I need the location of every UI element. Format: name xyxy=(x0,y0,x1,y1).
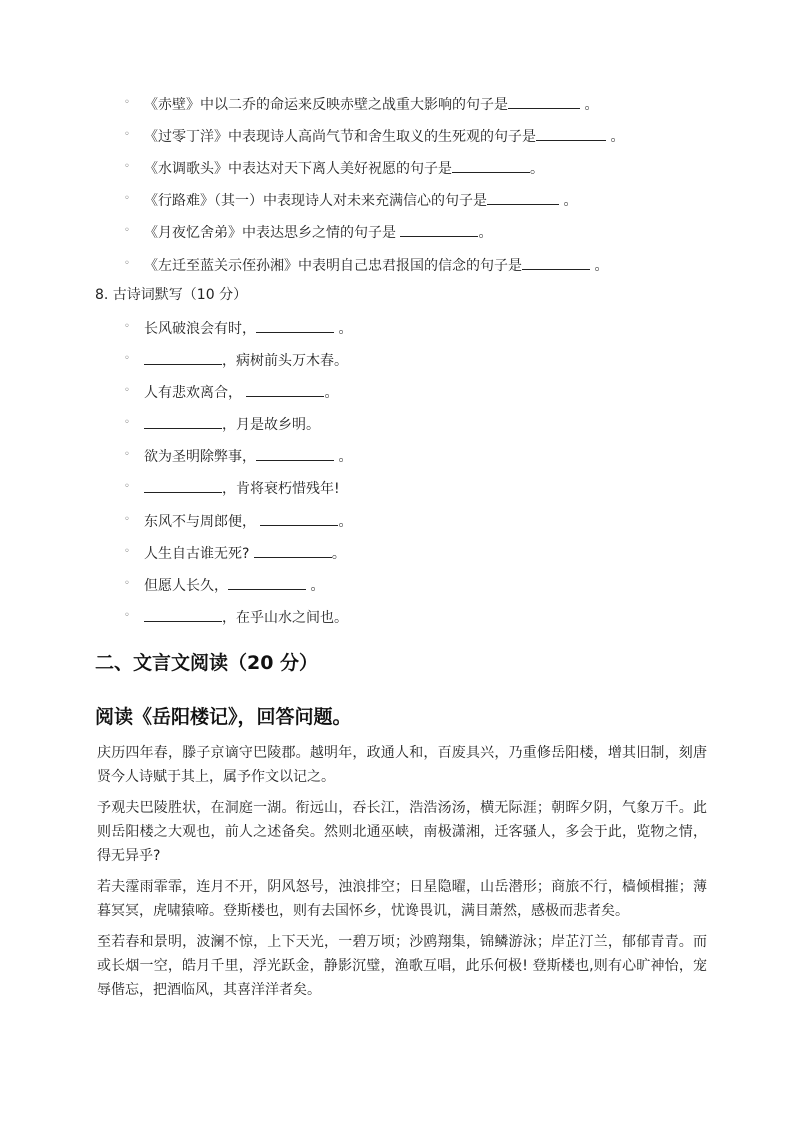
answer-blank[interactable] xyxy=(144,349,222,365)
list-item xyxy=(124,221,492,241)
poem-line-suffix: ，在乎山水之间也。 xyxy=(222,610,348,626)
bullet-icon: ◦ xyxy=(124,610,130,621)
list-item xyxy=(124,542,346,562)
answer-blank[interactable] xyxy=(228,574,306,590)
answer-blank[interactable] xyxy=(508,93,580,109)
list-item xyxy=(124,413,320,433)
bullet-icon: ◦ xyxy=(124,353,130,364)
question-text: 《过零丁洋》中表现诗人高尚气节和舍生取义的生死观的句子是 xyxy=(144,129,536,145)
poem-line-suffix: 。 xyxy=(338,514,353,530)
answer-blank[interactable] xyxy=(144,477,222,493)
list-item xyxy=(124,510,352,530)
answer-blank[interactable] xyxy=(452,157,530,173)
question-text: 《赤壁》中以二乔的命运来反映赤壁之战重大影响的句子是 xyxy=(144,97,508,113)
list-item xyxy=(124,93,598,113)
poem-line-text: 但愿人长久， xyxy=(144,578,228,594)
list-item xyxy=(124,606,348,626)
bullet-icon: ◦ xyxy=(124,129,130,140)
bullet-icon: ◦ xyxy=(124,97,130,108)
poem-line-text: 人有悲欢离合， xyxy=(144,385,247,401)
list-item xyxy=(124,477,340,497)
bullet-icon: ◦ xyxy=(124,578,130,589)
question-suffix: 。 xyxy=(590,258,609,274)
list-item xyxy=(124,125,624,145)
bullet-icon: ◦ xyxy=(124,225,130,236)
question-text: 《月夜忆舍弟》中表达思乡之情的句子是 xyxy=(144,225,401,241)
bullet-icon: ◦ xyxy=(124,449,130,460)
answer-blank[interactable] xyxy=(256,317,334,333)
passage-paragraph: 予观夫巴陵胜状，在洞庭一湖。衔远山，吞长江，浩浩汤汤，横无际涯；朝晖夕阴，气象万千。此则岳阳楼之大观也，前人之述备矣。然则北通巫峡，南极潇湘，迁客骚人，多会于此，览物之情，得无异乎? xyxy=(97,800,707,864)
bullet-icon: ◦ xyxy=(124,417,130,428)
poem-line-text: 长风破浪会有时， xyxy=(144,321,256,337)
poem-line-suffix: 。 xyxy=(324,385,339,401)
reading-instruction: 阅读《岳阳楼记》，回答问题。 xyxy=(95,706,352,728)
poem-line-suffix: ，病树前头万木春。 xyxy=(222,353,348,369)
passage-paragraph: 若夫霪雨霏霏，连月不开，阴风怒号，浊浪排空；日星隐曜，山岳潜形；商旅不行，樯倾楫摧；薄暮冥冥，虎啸猿啼。登斯楼也，则有去国怀乡，忧谗畏讥，满目萧然，感极而悲者矣。 xyxy=(97,879,707,919)
poem-line-text: 人生自古谁无死? xyxy=(144,546,254,562)
question-text: 《水调歌头》中表达对天下离人美好祝愿的句子是 xyxy=(144,161,452,177)
list-item xyxy=(124,574,324,594)
answer-blank[interactable] xyxy=(536,125,606,141)
bullet-icon: ◦ xyxy=(124,321,130,332)
poem-line-text: 东风不与周郎便， xyxy=(144,514,261,530)
question-text: 《左迁至蓝关示侄孙湘》中表明自己忠君报国的信念的句子是 xyxy=(144,258,522,274)
list-item xyxy=(124,254,608,274)
list-item xyxy=(124,381,338,401)
answer-blank[interactable] xyxy=(487,189,559,205)
question-suffix: 。 xyxy=(580,97,599,113)
answer-blank[interactable] xyxy=(144,606,222,622)
poem-line-suffix: 。 xyxy=(331,546,346,562)
section-heading: 二、文言文阅读（20 分） xyxy=(95,652,319,674)
list-item xyxy=(124,317,352,337)
list-item xyxy=(124,445,352,465)
question-suffix: 。 xyxy=(478,225,493,241)
answer-blank[interactable] xyxy=(400,221,478,237)
answer-blank[interactable] xyxy=(254,542,332,558)
question-suffix: 。 xyxy=(606,129,625,145)
answer-blank[interactable] xyxy=(260,510,338,526)
poem-line-suffix: 。 xyxy=(334,449,353,465)
answer-blank[interactable] xyxy=(144,413,222,429)
bullet-icon: ◦ xyxy=(124,385,130,396)
poem-line-suffix: ，肯将衰朽惜残年! xyxy=(222,481,340,497)
question-8-title: 8. 古诗词默写（10 分） xyxy=(95,287,248,303)
bullet-icon: ◦ xyxy=(124,258,130,269)
poem-line-suffix: ，月是故乡明。 xyxy=(222,417,320,433)
poem-line-suffix: 。 xyxy=(306,578,325,594)
question-suffix: 。 xyxy=(559,193,578,209)
bullet-icon: ◦ xyxy=(124,514,130,525)
answer-blank[interactable] xyxy=(256,445,334,461)
poem-line-suffix: 。 xyxy=(334,321,353,337)
bullet-icon: ◦ xyxy=(124,161,130,172)
passage-paragraph: 至若春和景明，波澜不惊，上下天光，一碧万顷；沙鸥翔集，锦鳞游泳；岸芷汀兰，郁郁青青。而或长烟一空，皓月千里，浮光跃金，静影沉璧，渔歌互唱，此乐何极! 登斯楼也,则有心旷神怡，宠辱偕忘，把酒临风，其喜洋洋者矣。 xyxy=(97,934,707,998)
question-suffix: 。 xyxy=(530,161,544,177)
bullet-icon: ◦ xyxy=(124,546,130,557)
list-item xyxy=(124,157,544,177)
passage-paragraph: 庆历四年春，滕子京谪守巴陵郡。越明年，政通人和，百废具兴，乃重修岳阳楼，增其旧制，刻唐贤今人诗赋于其上，属予作文以记之。 xyxy=(97,745,707,785)
answer-blank[interactable] xyxy=(522,254,590,270)
poem-line-text: 欲为圣明除弊事， xyxy=(144,449,256,465)
question-text: 《行路难》（其一）中表现诗人对未来充满信心的句子是 xyxy=(144,193,487,209)
bullet-icon: ◦ xyxy=(124,481,130,492)
answer-blank[interactable] xyxy=(246,381,324,397)
list-item xyxy=(124,189,577,209)
list-item xyxy=(124,349,348,369)
bullet-icon: ◦ xyxy=(124,193,130,204)
